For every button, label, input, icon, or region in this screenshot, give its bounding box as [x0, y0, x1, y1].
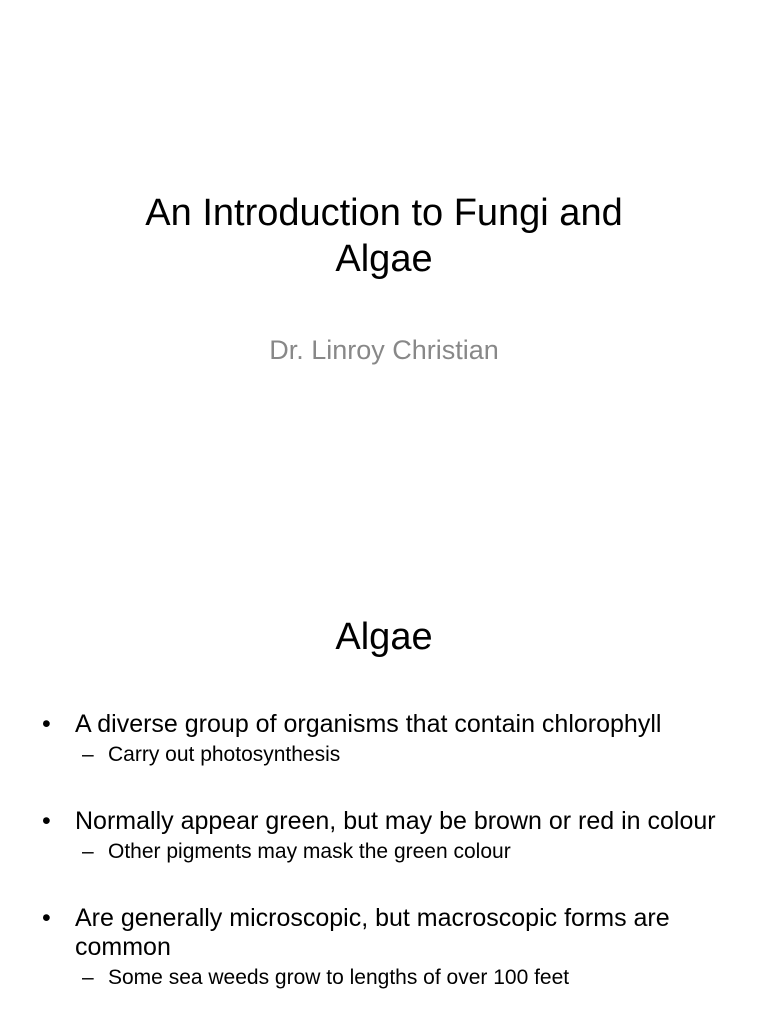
content-slide-algae: [0, 576, 768, 1024]
sub-bullet-text: Other pigments may mask the green colour: [108, 840, 511, 863]
presentation-title: [40, 190, 728, 282]
presentation-title-line-2: Algae: [335, 238, 433, 280]
presenter-name: Dr. Linroy Christian: [269, 335, 499, 365]
bullet-spacer: [42, 866, 732, 904]
bullet-list: [42, 710, 732, 992]
bullet-marker: •: [42, 904, 51, 932]
sub-bullet-marker: –: [82, 743, 94, 766]
bullet-text: A diverse group of organisms that contain chlorophyll: [75, 710, 662, 738]
bullet-item: [42, 904, 732, 962]
sub-bullet-marker: –: [82, 840, 94, 863]
sub-bullet-marker: –: [82, 966, 94, 989]
bullet-text: Normally appear green, but may be brown or red in colour: [75, 807, 716, 835]
bullet-marker: •: [42, 710, 51, 738]
sub-bullet-item: [42, 838, 732, 866]
bullet-item: [42, 710, 732, 739]
sub-bullet-text: Carry out photosynthesis: [108, 743, 341, 766]
presentation-title-line-1: An Introduction to Fungi and: [145, 192, 623, 234]
sub-bullet-item: [42, 741, 732, 769]
sub-bullet-text: Some sea weeds grow to lengths of over 100 feet: [108, 966, 570, 989]
bullet-text: Are generally microscopic, but macroscopic forms are common: [75, 904, 670, 961]
bullet-marker: •: [42, 807, 51, 835]
slide-title: Algae: [335, 616, 433, 658]
bullet-spacer: [42, 769, 732, 807]
bullet-item: [42, 807, 732, 836]
sub-bullet-item: [42, 964, 732, 992]
